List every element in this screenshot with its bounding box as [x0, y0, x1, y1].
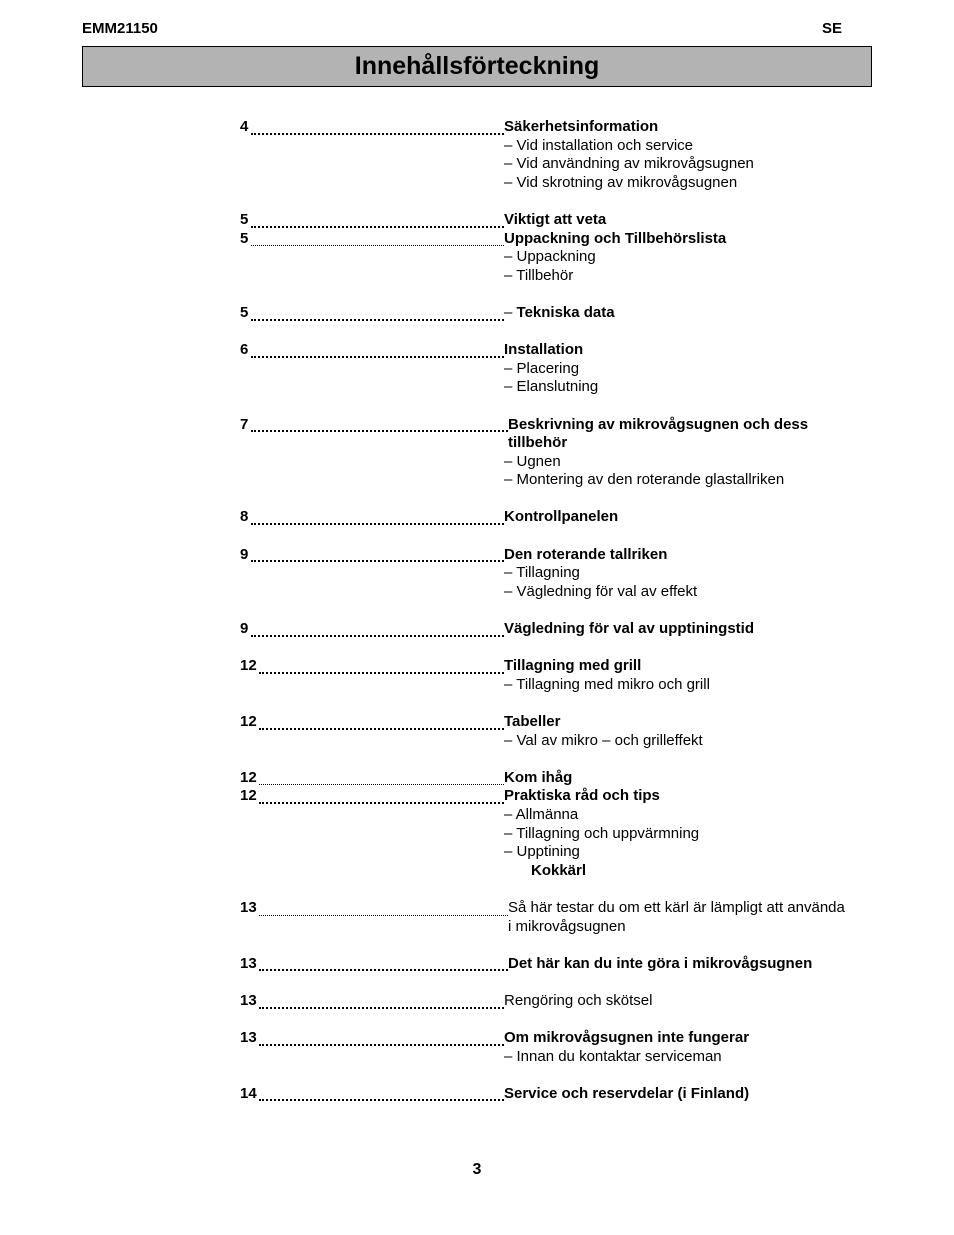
toc-entry[interactable]: [240, 211, 880, 230]
toc-page-number: 13: [240, 1029, 257, 1047]
dot-leader: [259, 969, 508, 971]
spacer: [240, 285, 880, 304]
toc-entry[interactable]: [240, 508, 880, 527]
toc-text: [504, 230, 726, 249]
toc-entry[interactable]: [240, 1085, 880, 1104]
toc-entry[interactable]: [240, 955, 880, 974]
toc-page-number: 12: [240, 657, 257, 675]
toc-subline: [240, 248, 880, 267]
toc-label: – Allmänna: [504, 805, 579, 823]
toc-text: [504, 546, 667, 565]
toc-label: – Vid installation och service: [504, 136, 693, 154]
toc-label: Vägledning för val av upptiningstid: [504, 620, 755, 638]
dot-leader: [259, 915, 508, 916]
toc-entry[interactable]: [240, 118, 880, 137]
toc-label: Så här testar du om ett kärl är lämpligt att använda: [508, 898, 845, 916]
spacer: [240, 323, 880, 342]
spacer: [240, 527, 880, 546]
toc-label: tillbehör: [508, 434, 568, 452]
toc-label: – Ugnen: [504, 452, 561, 470]
toc-text: [508, 918, 626, 937]
dot-leader: [259, 1007, 504, 1009]
toc-label-bold: Tekniska data: [516, 303, 615, 321]
toc-label: – Placering: [504, 359, 580, 377]
toc-text: [504, 992, 652, 1011]
toc-label: Tabeller: [504, 713, 561, 730]
toc-entry[interactable]: [240, 992, 880, 1011]
toc-page-number: 5: [240, 303, 249, 321]
toc-text: [504, 1085, 749, 1104]
toc-text: [504, 378, 598, 397]
dot-leader: [251, 430, 508, 432]
toc-text: [504, 564, 580, 583]
table-of-contents: [240, 118, 880, 1103]
toc-label: – Upptining: [504, 843, 580, 861]
toc-text: [504, 137, 693, 156]
toc-label: Viktigt att veta: [504, 210, 607, 228]
spacer: [240, 397, 880, 416]
spacer: [240, 936, 880, 955]
dot-leader: [259, 802, 504, 804]
dot-leader: [259, 1044, 504, 1046]
spacer: [240, 973, 880, 992]
toc-label: Beskrivning av mikrovågsugnen och dess: [508, 415, 809, 433]
toc-entry[interactable]: [240, 713, 880, 732]
toc-subline: [240, 732, 880, 751]
toc-text: [531, 862, 586, 881]
toc-label: Kontrollpanelen: [504, 508, 619, 526]
toc-text: [504, 806, 578, 825]
toc-subline: [240, 583, 880, 602]
toc-subline: [240, 137, 880, 156]
toc-page-number: 6: [240, 341, 249, 359]
spacer: [240, 1011, 880, 1030]
toc-label: Kom ihåg: [504, 768, 573, 786]
toc-subline: [240, 825, 880, 844]
toc-text: [508, 434, 567, 453]
page-number: 3: [472, 1161, 482, 1178]
toc-subline: [240, 155, 880, 174]
toc-page-number: 12: [240, 768, 257, 786]
toc-text: [504, 453, 561, 472]
toc-label: – Val av mikro – och grilleffekt: [504, 731, 703, 749]
language-code: SE: [822, 20, 843, 37]
toc-label: Uppackning och Tillbehörslista: [504, 229, 727, 247]
spacer: [240, 601, 880, 620]
toc-label: – Montering av den roterande glastallriken: [504, 471, 785, 489]
toc-page-number: 7: [240, 415, 249, 433]
toc-subline: [240, 806, 880, 825]
toc-text: [504, 211, 606, 230]
toc-label: Service och reservdelar (i Finland): [504, 1084, 750, 1102]
toc-subline: [240, 453, 880, 472]
toc-text: [504, 360, 579, 379]
page-title: Innehållsförteckning: [354, 52, 600, 80]
toc-text: [504, 583, 697, 602]
toc-label: Den roterande tallriken: [504, 545, 668, 563]
dot-leader: [251, 319, 504, 321]
toc-page-number: 5: [240, 210, 249, 228]
toc-entry[interactable]: [240, 657, 880, 676]
toc-entry[interactable]: [240, 416, 880, 435]
toc-text: [504, 1048, 722, 1067]
toc-text: [504, 341, 583, 360]
toc-label: – Vid skrotning av mikrovågsugnen: [504, 173, 738, 191]
toc-page-number: 13: [240, 954, 257, 972]
toc-label: i mikrovågsugnen: [508, 917, 626, 935]
toc-entry[interactable]: [240, 546, 880, 565]
toc-text: [504, 825, 699, 844]
toc-label: – Vägledning för val av effekt: [504, 582, 698, 600]
dot-leader: [259, 784, 504, 785]
toc-entry[interactable]: [240, 341, 880, 360]
spacer: [240, 880, 880, 899]
toc-subline: [240, 1048, 880, 1067]
toc-text: [504, 267, 573, 286]
toc-text: [504, 304, 615, 323]
toc-label: Det här kan du inte göra i mikrovågsugnen: [508, 954, 813, 972]
dot-leader: [259, 1099, 504, 1101]
toc-page-number: 12: [240, 713, 257, 730]
toc-label: – Elanslutning: [504, 378, 599, 396]
toc-entry[interactable]: [240, 230, 880, 249]
toc-label: – Uppackning: [504, 248, 596, 266]
toc-text: [504, 174, 737, 193]
dot-leader: [259, 672, 504, 674]
spacer: [240, 750, 880, 769]
dot-leader: [251, 133, 504, 135]
spacer: [240, 192, 880, 211]
toc-subline: [240, 174, 880, 193]
toc-page-number: 13: [240, 898, 257, 916]
toc-page-number: 12: [240, 787, 257, 805]
toc-text: [504, 118, 658, 137]
toc-label: – Innan du kontaktar serviceman: [504, 1047, 722, 1065]
toc-entry[interactable]: [240, 787, 880, 806]
toc-label: – Tillagning: [504, 564, 580, 582]
toc-label: Om mikrovågsugnen inte fungerar: [504, 1029, 750, 1047]
toc-text: [504, 676, 710, 695]
toc-text: [504, 1029, 749, 1048]
dot-leader: [251, 245, 504, 246]
toc-subline: [240, 862, 880, 881]
toc-text: [508, 899, 845, 918]
toc-text: [504, 155, 754, 174]
toc-label: – Tillagning med mikro och grill: [504, 675, 710, 693]
dot-leader: [251, 356, 504, 358]
toc-label: –: [504, 303, 517, 321]
toc-text: [504, 713, 560, 732]
toc-subline: [240, 360, 880, 379]
toc-subline: [240, 564, 880, 583]
toc-label: Kokkärl: [531, 861, 587, 879]
toc-page-number: 8: [240, 508, 249, 526]
toc-subline: [240, 471, 880, 490]
title-banner: [82, 46, 872, 87]
toc-entry[interactable]: [240, 1029, 880, 1048]
spacer: [240, 694, 880, 713]
toc-subline: [240, 378, 880, 397]
toc-label: Installation: [504, 341, 584, 359]
toc-text: [508, 955, 812, 974]
toc-page-number: 5: [240, 229, 249, 247]
toc-page-number: 9: [240, 545, 249, 563]
model-number: EMM21150: [82, 20, 158, 37]
toc-entry[interactable]: [240, 769, 880, 788]
toc-page-number: 4: [240, 118, 249, 135]
toc-text: [504, 787, 660, 806]
toc-label: – Vid användning av mikrovågsugnen: [504, 155, 754, 173]
spacer: [240, 1066, 880, 1085]
toc-entry[interactable]: [240, 899, 880, 918]
spacer: [240, 490, 880, 509]
toc-subline: [240, 434, 880, 453]
toc-text: [504, 769, 572, 788]
toc-text: [504, 843, 580, 862]
dot-leader: [251, 560, 504, 562]
dot-leader: [259, 728, 504, 730]
toc-label: Rengöring och skötsel: [504, 991, 653, 1009]
spacer: [240, 639, 880, 658]
dot-leader: [251, 226, 504, 228]
toc-subline: [240, 267, 880, 286]
toc-entry[interactable]: [240, 304, 880, 323]
toc-text: [508, 416, 808, 435]
toc-page-number: 13: [240, 991, 257, 1009]
dot-leader: [251, 523, 504, 525]
toc-text: [504, 732, 703, 751]
toc-label: Säkerhetsinformation: [504, 118, 659, 135]
toc-page-number: 14: [240, 1084, 257, 1102]
toc-text: [504, 620, 754, 639]
toc-entry[interactable]: [240, 620, 880, 639]
toc-label: Tillagning med grill: [504, 657, 642, 675]
toc-label: Praktiska råd och tips: [504, 787, 660, 805]
toc-text: [504, 248, 596, 267]
toc-label: – Tillagning och uppvärmning: [504, 824, 700, 842]
toc-subline: [240, 918, 880, 937]
toc-label: – Tillbehör: [504, 266, 574, 284]
dot-leader: [251, 635, 504, 637]
toc-subline: [240, 843, 880, 862]
toc-text: [504, 508, 618, 527]
toc-page-number: 9: [240, 620, 249, 638]
toc-subline: [240, 676, 880, 695]
toc-text: [504, 471, 784, 490]
toc-text: [504, 657, 641, 676]
